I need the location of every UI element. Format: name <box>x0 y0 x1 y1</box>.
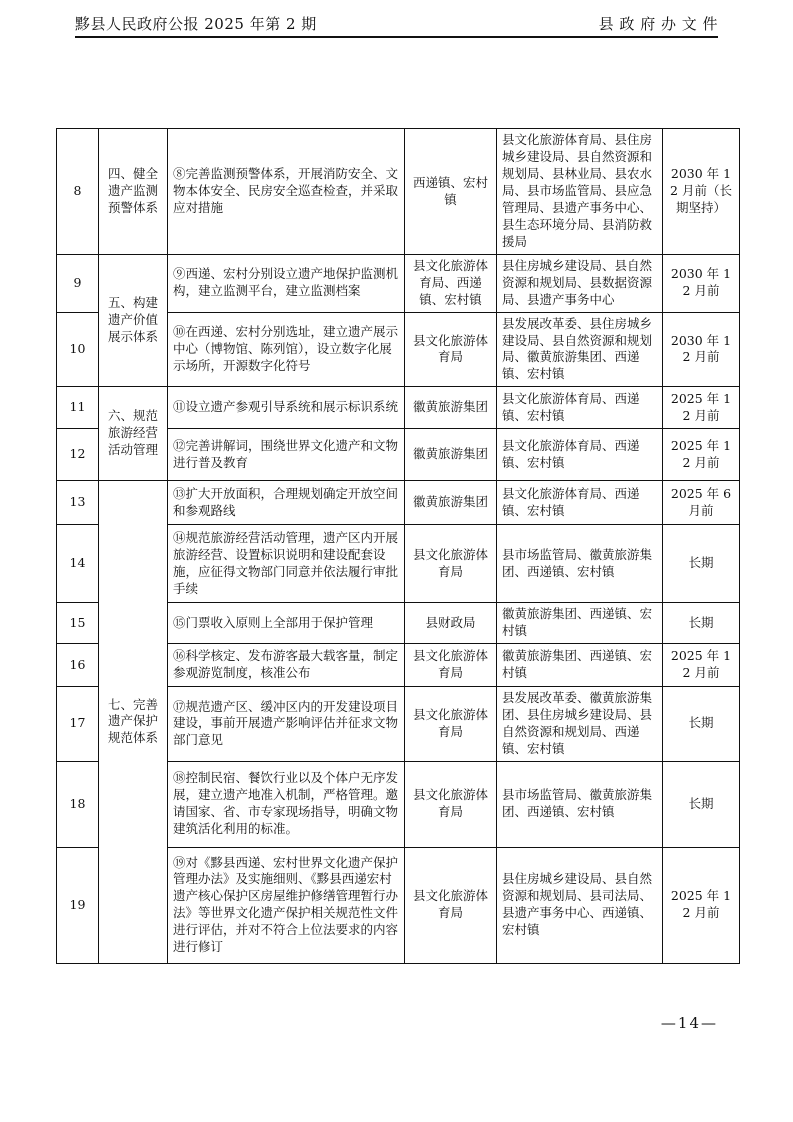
row-number: 14 <box>57 525 99 603</box>
coop-unit-cell: 县文化旅游体育局、西递镇、宏村镇 <box>497 481 663 525</box>
deadline-cell: 长期 <box>663 761 740 847</box>
task-cell: ⑪设立遗产参观引导系统和展示标识系统 <box>168 387 405 429</box>
table-row <box>57 255 740 313</box>
coop-unit-cell: 县市场监管局、徽黄旅游集团、西递镇、宏村镇 <box>497 761 663 847</box>
deadline-cell: 2030 年 12 月前 <box>663 312 740 387</box>
deadline-cell: 2025 年 6 月前 <box>663 481 740 525</box>
category-cell: 四、健全遗产监测预警体系 <box>99 129 168 255</box>
lead-unit-cell: 县文化旅游体育局、西递镇、宏村镇 <box>405 255 497 313</box>
task-cell: ⑭规范旅游经营活动管理，遗产区内开展旅游经营、设置标识说明和建设配套设施，应征得文物部门同意并依法履行审批手续 <box>168 525 405 603</box>
task-table <box>56 128 740 964</box>
category-cell: 七、完善遗产保护规范体系 <box>99 481 168 964</box>
row-number: 18 <box>57 761 99 847</box>
task-cell: ⑨西递、宏村分别设立遗产地保护监测机构，建立监测平台，建立监测档案 <box>168 255 405 313</box>
deadline-cell: 2030 年 12 月前（长期坚持） <box>663 129 740 255</box>
lead-unit-cell: 西递镇、宏村镇 <box>405 129 497 255</box>
lead-unit-cell: 县文化旅游体育局 <box>405 525 497 603</box>
task-cell: ⑬扩大开放面积，合理规划确定开放空间和参观路线 <box>168 481 405 525</box>
page-header <box>75 8 718 34</box>
coop-unit-cell: 县住房城乡建设局、县自然资源和规划局、县司法局、县遗产事务中心、西递镇、宏村镇 <box>497 847 663 963</box>
row-number: 10 <box>57 312 99 387</box>
coop-unit-cell: 徽黄旅游集团、西递镇、宏村镇 <box>497 603 663 644</box>
header-rule <box>75 36 718 38</box>
category-cell: 五、构建遗产价值展示体系 <box>99 255 168 387</box>
task-cell: ⑰规范遗产区、缓冲区内的开发建设项目建设，事前开展遗产影响评估并征求文物部门意见 <box>168 687 405 762</box>
deadline-cell: 2025 年 12 月前 <box>663 847 740 963</box>
task-cell: ⑧完善监测预警体系，开展消防安全、文物本体安全、民房安全巡查检查，并采取应对措施 <box>168 129 405 255</box>
coop-unit-cell: 县住房城乡建设局、县自然资源和规划局、县数据资源局、县遗产事务中心 <box>497 255 663 313</box>
category-cell: 六、规范旅游经营活动管理 <box>99 387 168 481</box>
row-number: 16 <box>57 644 99 687</box>
row-number: 13 <box>57 481 99 525</box>
lead-unit-cell: 县文化旅游体育局 <box>405 761 497 847</box>
page-number: —14— <box>660 1014 718 1032</box>
task-cell: ⑩在西递、宏村分别选址，建立遗产展示中心（博物馆、陈列馆），设立数字化展示场所，开源数字化符号 <box>168 312 405 387</box>
deadline-cell: 2030 年 12 月前 <box>663 255 740 313</box>
table-row <box>57 387 740 429</box>
deadline-cell: 长期 <box>663 687 740 762</box>
lead-unit-cell: 县文化旅游体育局 <box>405 644 497 687</box>
row-number: 15 <box>57 603 99 644</box>
task-cell: ⑲对《黟县西递、宏村世界文化遗产保护管理办法》及实施细则、《黟县西递宏村遗产核心保护区房屋维护修缮管理暂行办法》等世界文化遗产保护相关规范性文件进行评估，并对不符合上位法要求的内容进行修订 <box>168 847 405 963</box>
section-title: 县 政 府 办 文 件 <box>598 15 718 33</box>
coop-unit-cell: 县发展改革委、徽黄旅游集团、县住房城乡建设局、县自然资源和规划局、西递镇、宏村镇 <box>497 687 663 762</box>
task-cell: ⑮门票收入原则上全部用于保护管理 <box>168 603 405 644</box>
row-number: 17 <box>57 687 99 762</box>
coop-unit-cell: 县发展改革委、县住房城乡建设局、县自然资源和规划局、徽黄旅游集团、西递镇、宏村镇 <box>497 312 663 387</box>
row-number: 9 <box>57 255 99 313</box>
deadline-cell: 2025 年 12 月前 <box>663 429 740 481</box>
lead-unit-cell: 县文化旅游体育局 <box>405 687 497 762</box>
task-cell: ⑫完善讲解词，围绕世界文化遗产和文物进行普及教育 <box>168 429 405 481</box>
lead-unit-cell: 县文化旅游体育局 <box>405 847 497 963</box>
gazette-title: 黟县人民政府公报 2025 年第 2 期 <box>75 15 317 33</box>
row-number: 11 <box>57 387 99 429</box>
lead-unit-cell: 徽黄旅游集团 <box>405 429 497 481</box>
lead-unit-cell: 徽黄旅游集团 <box>405 481 497 525</box>
coop-unit-cell: 县市场监管局、徽黄旅游集团、西递镇、宏村镇 <box>497 525 663 603</box>
lead-unit-cell: 县财政局 <box>405 603 497 644</box>
lead-unit-cell: 徽黄旅游集团 <box>405 387 497 429</box>
row-number: 12 <box>57 429 99 481</box>
coop-unit-cell: 徽黄旅游集团、西递镇、宏村镇 <box>497 644 663 687</box>
deadline-cell: 长期 <box>663 525 740 603</box>
table-row <box>57 481 740 525</box>
coop-unit-cell: 县文化旅游体育局、西递镇、宏村镇 <box>497 429 663 481</box>
row-number: 8 <box>57 129 99 255</box>
deadline-cell: 长期 <box>663 603 740 644</box>
task-cell: ⑱控制民宿、餐饮行业以及个体户无序发展，建立遗产地准入机制，严格管理。邀请国家、省、市专家现场指导，明确文物建筑活化利用的标准。 <box>168 761 405 847</box>
deadline-cell: 2025 年 12 月前 <box>663 387 740 429</box>
task-cell: ⑯科学核定、发布游客最大载客量，制定参观游览制度，核准公布 <box>168 644 405 687</box>
row-number: 19 <box>57 847 99 963</box>
coop-unit-cell: 县文化旅游体育局、县住房城乡建设局、县自然资源和规划局、县林业局、县农水局、县市场监管局、县应急管理局、县遗产事务中心、县生态环境分局、县消防救援局 <box>497 129 663 255</box>
deadline-cell: 2025 年 12 月前 <box>663 644 740 687</box>
lead-unit-cell: 县文化旅游体育局 <box>405 312 497 387</box>
coop-unit-cell: 县文化旅游体育局、西递镇、宏村镇 <box>497 387 663 429</box>
table-row <box>57 129 740 255</box>
